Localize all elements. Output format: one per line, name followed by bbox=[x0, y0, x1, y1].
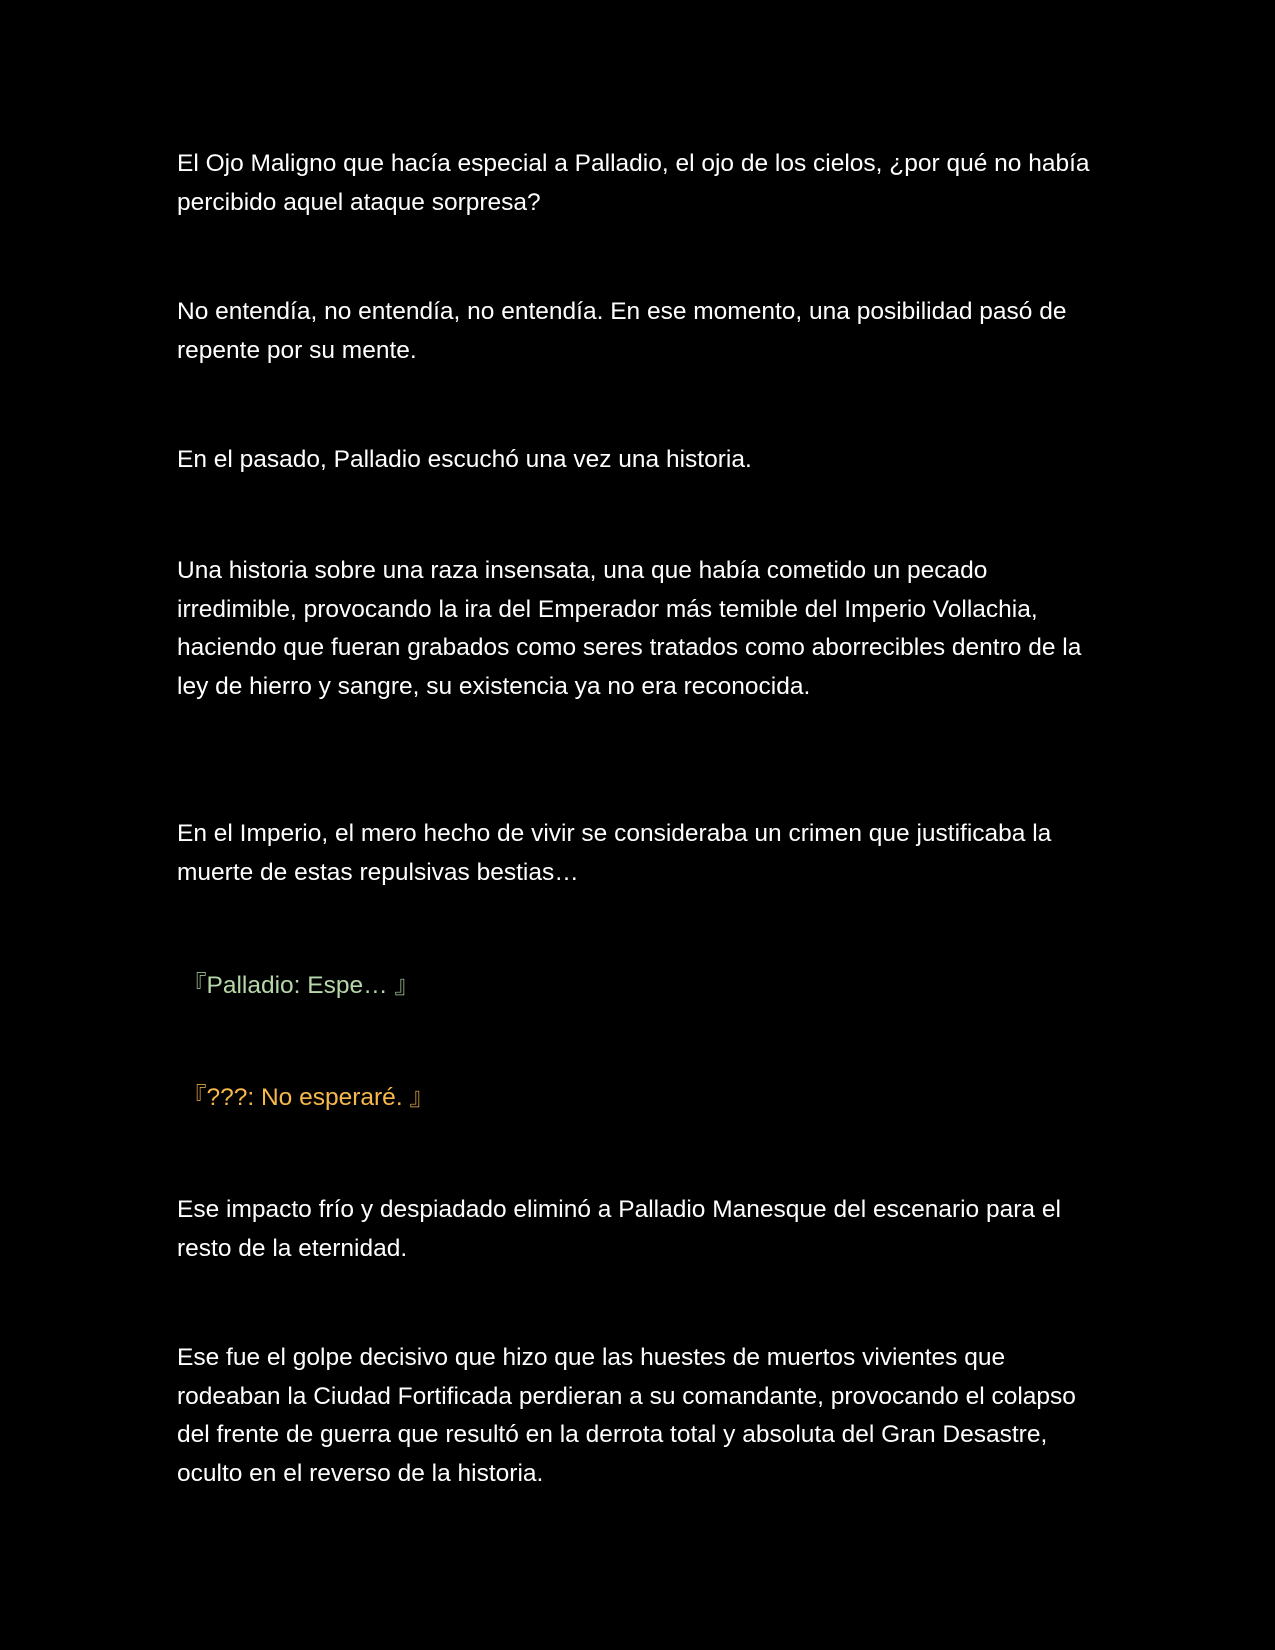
dialogue-text: Palladio: Espe… bbox=[206, 972, 388, 999]
dialogue-open-bracket: 『 bbox=[182, 970, 207, 999]
paragraph-cold-impact: Ese impacto frío y despiadado eliminó a Palladio Manesque del escenario para el resto de la eternidad. bbox=[177, 1196, 1061, 1262]
dialogue-close-bracket: 』 bbox=[394, 970, 419, 999]
dialogue-unknown bbox=[182, 1078, 434, 1118]
dialogue-palladio bbox=[182, 966, 419, 1006]
paragraph-evil-eye: El Ojo Maligno que hacía especial a Palladio, el ojo de los cielos, ¿por qué no había percibido aquel ataque sorpresa? bbox=[177, 150, 1090, 216]
paragraph-decisive-blow: Ese fue el golpe decisivo que hizo que las huestes de muertos vivientes que rodeaban la Ciudad Fortificada perdieran a su comandante, provocando el colapso del frente de guerra que resultó en la derrota total y absoluta del Gran Desastre, oculto en el reverso de la historia. bbox=[177, 1344, 1076, 1487]
paragraph-possibility: No entendía, no entendía, no entendía. En ese momento, una posibilidad pasó de repente por su mente. bbox=[177, 298, 1067, 364]
paragraph-story-heard: En el pasado, Palladio escuchó una vez una historia. bbox=[177, 446, 752, 473]
paragraph-foolish-race: Una historia sobre una raza insensata, una que había cometido un pecado irredimible, provocando la ira del Emperador más temible del Imperio Vollachia, haciendo que fueran grabados como seres tratados como aborrecibles dentro de la ley de hierro y sangre, su existencia ya no era reconocida. bbox=[177, 557, 1082, 700]
dialogue-open-bracket: 『 bbox=[182, 1082, 207, 1111]
paragraph-empire-crime: En el Imperio, el mero hecho de vivir se consideraba un crimen que justificaba la muerte de estas repulsivas bestias… bbox=[177, 820, 1052, 886]
dialogue-close-bracket: 』 bbox=[409, 1082, 434, 1111]
dialogue-text: ???: No esperaré. bbox=[206, 1084, 403, 1111]
